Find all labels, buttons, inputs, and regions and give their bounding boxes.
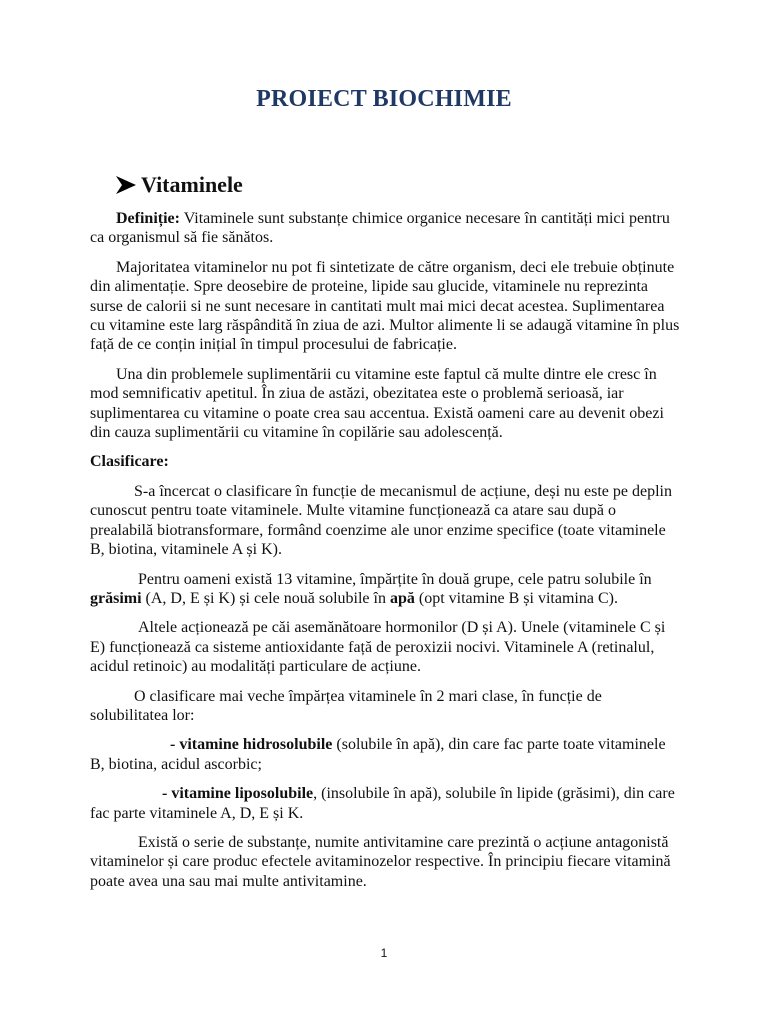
definition-paragraph xyxy=(90,209,680,248)
paragraph-thirteen-part-3: (opt vitamine B și vitamina C). xyxy=(414,589,618,607)
paragraph-thirteen-part-2: (A, D, E și K) și cele nouă solubile în xyxy=(141,589,390,607)
list-item-liposoluble-text: , (insolubile în apă), solubile în lipide (grăsimi), din care fac parte vitaminele A, D, E și K. xyxy=(90,785,675,822)
paragraph-thirteen-part-1: Pentru oameni există 13 vitamine, împărțite în două grupe, cele patru solubile în xyxy=(138,570,652,588)
paragraph-appetite: Una din problemele suplimentării cu vitamine este faptul că multe dintre ele cresc în mod semnificativ apetitul. În ziua de astăzi, obezitatea este o problemă serioasă, iar suplimentarea cu vitamine o poate crea sau accentua. Există oameni care au devenit obezi din cauza suplimentării cu vitamine în copilărie sau adolescență. xyxy=(90,365,664,442)
list-item-hydrosoluble-text: (solubile în apă), din care fac parte toate vitaminele B, biotina, acidul ascorbic; xyxy=(90,736,666,773)
section-heading-text: Vitaminele xyxy=(141,172,243,197)
paragraph-intro: Majoritatea vitaminelor nu pot fi sintetizate de către organism, deci ele trebuie obținute din alimentație. Spre deosebire de proteine, lipide sau glucide, vitaminele nu reprezinta surse de calorii si ne sunt necesare in cantitati mult mai mici decat acestea. Suplimentarea cu vitamine este larg răspândită în ziua de azi. Multor alimente li se adaugă vitamine în plus față de ce conțin inițial în timpul procesului de fabricație. xyxy=(90,258,680,354)
document-body xyxy=(90,209,680,901)
list-item-liposoluble-label: - vitamine liposolubile xyxy=(162,785,314,803)
paragraph-thirteen-bold-fats: grăsimi xyxy=(90,589,142,607)
paragraph-thirteen-vitamins xyxy=(90,570,680,609)
list-item-liposoluble xyxy=(90,784,680,823)
classification-heading: Clasificare: xyxy=(90,453,169,471)
paragraph-antivitamins: Există o serie de substanțe, numite antivitamine care prezintă o acțiune antagonistă vitaminelor și care produc efectele avitaminozelor respective. În principiu fiecare vitamină poate avea una sau mai multe antivitamine. xyxy=(90,833,671,890)
paragraph-hormones: Altele acționează pe căi asemănătoare hormonilor (D și A). Unele (vitaminele C și E) funcționează ca sisteme antioxidante față de peroxizii nocivi. Vitaminele A (retinalul, acidul retinoic) au modalități particulare de acțiune. xyxy=(90,619,666,676)
arrow-bullet-icon xyxy=(115,175,137,195)
section-heading xyxy=(115,172,243,198)
list-item-hydrosoluble-label: - vitamine hidrosolubile xyxy=(170,736,333,754)
paragraph-old-classification: O clasificare mai veche împărțea vitaminele în 2 mari clase, în funcție de solubilitatea lor: xyxy=(90,687,602,724)
paragraph-mechanism: S-a încercat o clasificare în funcție de mecanismul de acțiune, deși nu este pe deplin cunoscut pentru toate vitaminele. Multe vitamine funcționează ca atare sau după o prealabilă biotransformare, formând coenzime ale unor enzime specifice (toate vitaminele B, biotina, vitaminele A și K). xyxy=(90,482,672,559)
document-title: PROIECT BIOCHIMIE xyxy=(256,86,512,112)
page-number: 1 xyxy=(380,946,388,960)
definition-text: Vitaminele sunt substanțe chimice organice necesare în cantități mici pentru ca organismul să fie sănătos. xyxy=(90,210,670,247)
paragraph-thirteen-bold-water: apă xyxy=(389,589,415,607)
definition-label: Definiție: xyxy=(116,210,180,227)
list-item-hydrosoluble xyxy=(90,735,680,774)
